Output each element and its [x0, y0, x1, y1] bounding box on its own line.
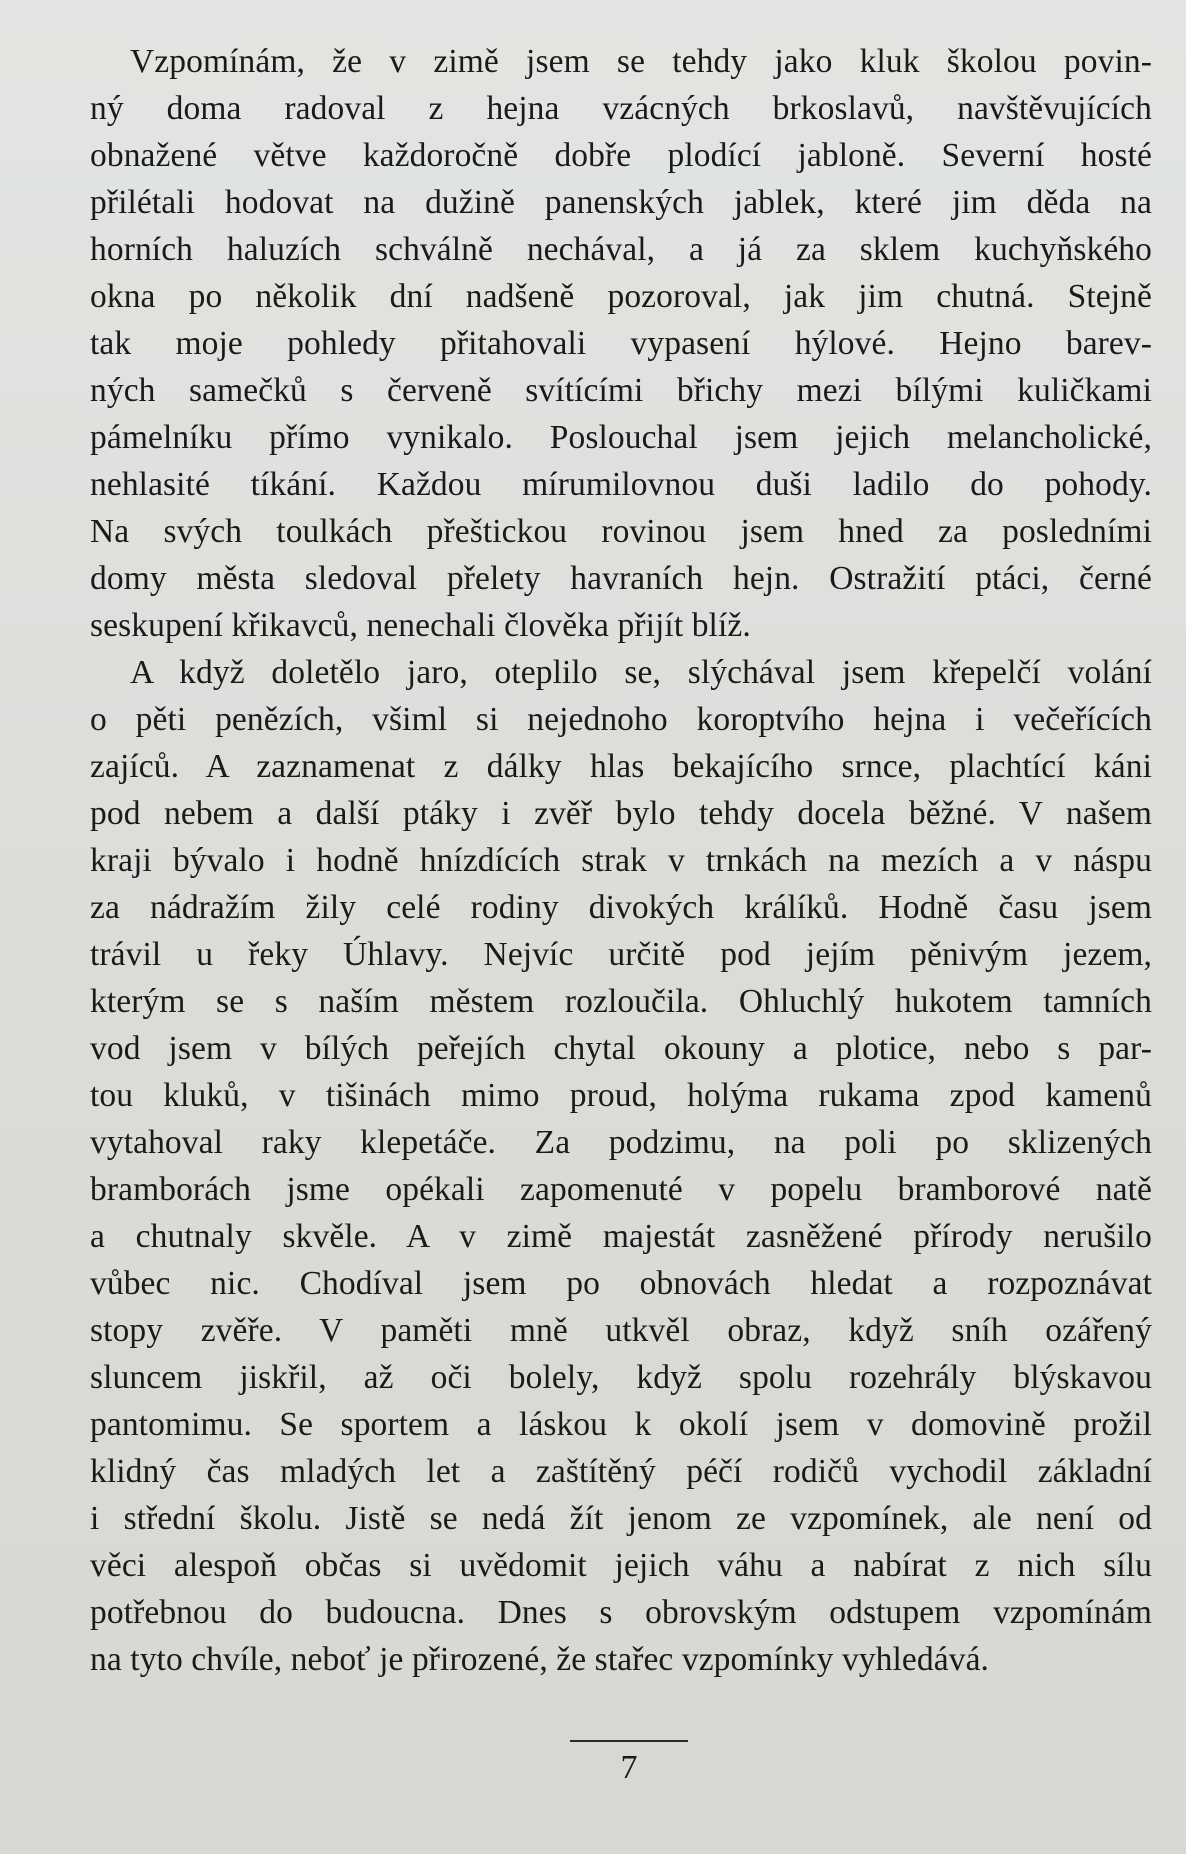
page-number: 7: [620, 1749, 638, 1786]
text-line: stopy zvěře. V paměti mně utkvěl obraz, když sníh ozářený: [90, 1312, 1152, 1349]
text-line: věci alespoň občas si uvědomit jejich váhu a nabírat z nich sílu: [90, 1547, 1152, 1584]
text-line: Vzpomínám, že v zimě jsem se tehdy jako kluk školou povin-: [130, 43, 1152, 80]
text-line: seskupení křikavců, nenechali člověka přijít blíž.: [90, 607, 751, 644]
page-footer: [0, 1740, 1186, 1790]
text-line: trávil u řeky Úhlavy. Nejvíc určitě pod jejím pěnivým jezem,: [90, 936, 1152, 973]
text-line: horních haluzích schválně nechával, a já za sklem kuchyňského: [90, 231, 1152, 268]
text-line: Na svých toulkách přeštickou rovinou jsem hned za posledními: [90, 513, 1152, 550]
footer-rule: [570, 1740, 688, 1742]
text-line: pod nebem a další ptáky i zvěř bylo tehdy docela běžné. V našem: [90, 795, 1152, 832]
text-line: a chutnaly skvěle. A v zimě majestát zasněžené přírody nerušilo: [90, 1218, 1152, 1255]
text-line: vytahoval raky klepetáče. Za podzimu, na poli po sklizených: [90, 1124, 1152, 1161]
text-line: domy města sledoval přelety havraních hejn. Ostražití ptáci, černé: [90, 560, 1152, 597]
text-line: kraji bývalo i hodně hnízdících strak v trnkách na mezích a v náspu: [90, 842, 1152, 879]
text-line: zajíců. A zaznamenat z dálky hlas bekajícího srnce, plachtící káni: [90, 748, 1152, 785]
text-line: tak moje pohledy přitahovali vypasení hýlové. Hejno barev-: [90, 325, 1152, 362]
text-line: za nádražím žily celé rodiny divokých králíků. Hodně času jsem: [90, 889, 1152, 926]
text-line: klidný čas mladých let a zaštítěný péčí rodičů vychodil základní: [90, 1453, 1152, 1490]
text-line: nehlasité tíkání. Každou mírumilovnou duši ladilo do pohody.: [90, 466, 1152, 503]
text-line: ných samečků s červeně svítícími břichy mezi bílými kuličkami: [90, 372, 1152, 409]
text-line: okna po několik dní nadšeně pozoroval, jak jim chutná. Stejně: [90, 278, 1152, 315]
text-line: obnažené větve každoročně dobře plodící jabloně. Severní hosté: [90, 137, 1152, 174]
paragraph-1: [90, 38, 1152, 649]
text-line: i střední školu. Jistě se nedá žít jenom ze vzpomínek, ale není od: [90, 1500, 1152, 1537]
paragraph-2: [90, 649, 1152, 1683]
text-line: na tyto chvíle, neboť je přirozené, že stařec vzpomínky vyhledává.: [90, 1641, 990, 1678]
text-line: kterým se s naším městem rozloučila. Ohluchlý hukotem tamních: [90, 983, 1152, 1020]
text-line: vůbec nic. Chodíval jsem po obnovách hledat a rozpoznávat: [90, 1265, 1152, 1302]
text-line: vod jsem v bílých peřejích chytal okouny a plotice, nebo s par-: [90, 1030, 1152, 1067]
text-line: bramborách jsme opékali zapomenuté v popelu bramborové natě: [90, 1171, 1152, 1208]
text-line: potřebnou do budoucna. Dnes s obrovským odstupem vzpomínám: [90, 1594, 1152, 1631]
text-line: ný doma radoval z hejna vzácných brkoslavů, navštěvujících: [90, 90, 1152, 127]
text-line: pámelníku přímo vynikalo. Poslouchal jsem jejich melancholické,: [90, 419, 1152, 456]
text-line: sluncem jiskřil, až oči bolely, když spolu rozehrály blýskavou: [90, 1359, 1152, 1396]
text-line: A když doletělo jaro, oteplilo se, slýchával jsem křepelčí volání: [130, 654, 1152, 691]
text-line: přilétali hodovat na dužině panenských jablek, které jim děda na: [90, 184, 1152, 221]
text-line: pantomimu. Se sportem a láskou k okolí jsem v domovině prožil: [90, 1406, 1152, 1443]
text-line: tou kluků, v tišinách mimo proud, holýma rukama zpod kamenů: [90, 1077, 1152, 1114]
text-block: [90, 38, 1152, 1683]
text-line: o pěti penězích, všiml si nejednoho koroptvího hejna i večeřících: [90, 701, 1152, 738]
